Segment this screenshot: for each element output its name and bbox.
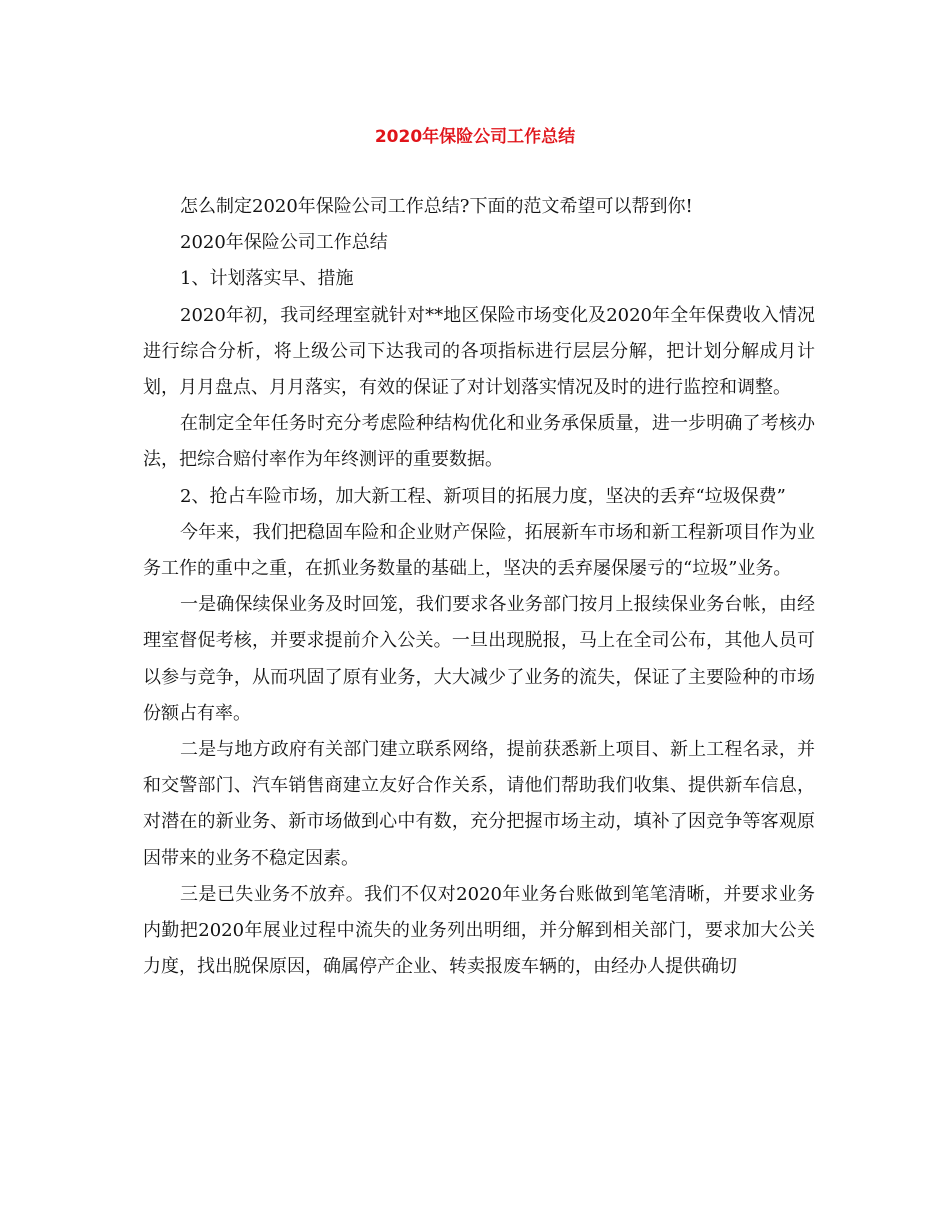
section-heading-2: 2、抢占车险市场，加大新工程、新项目的拓展力度，坚决的丢弃“垃圾保费” xyxy=(180,485,786,507)
body-paragraph: 一是确保续保业务及时回笼，我们要求各业务部门按月上报续保业务台帐，由经理室督促考核，并要求提前介入公关。一旦出现脱报，马上在全司公布，其他人员可以参与竞争，从而巩固了原有业务，大大减少了业务的流失，保证了主要险种的市场份额占有率。 xyxy=(143,594,815,724)
body-paragraph: 三是已失业务不放弃。我们不仅对2020年业务台账做到笔笔清晰，并要求业务内勤把2020年展业过程中流失的业务列出明细，并分解到相关部门，要求加大公关力度，找出脱保原因，确属停产企业、转卖报废车辆的，由经办人提供确切 xyxy=(143,883,815,978)
body-paragraph: 今年来，我们把稳固车险和企业财产保险，拓展新车市场和新工程新项目作为业务工作的重中之重，在抓业务数量的基础上，坚决的丢弃屡保屡亏的“垃圾”业务。 xyxy=(143,521,815,580)
document-title: 2020年保险公司工作总结 xyxy=(374,127,576,147)
intro-paragraph: 怎么制定2020年保险公司工作总结?下面的范文希望可以帮到你! xyxy=(180,196,693,217)
subtitle-paragraph: 2020年保险公司工作总结 xyxy=(180,232,388,254)
section-heading-1: 1、计划落实早、措施 xyxy=(180,268,354,290)
body-paragraph: 在制定全年任务时充分考虑险种结构优化和业务承保质量，进一步明确了考核办法，把综合赔付率作为年终测评的重要数据。 xyxy=(143,413,815,471)
body-paragraph: 二是与地方政府有关部门建立联系网络，提前获悉新上项目、新上工程名录，并和交警部门、汽车销售商建立友好合作关系，请他们帮助我们收集、提供新车信息，对潜在的新业务、新市场做到心中有数，充分把握市场主动，填补了因竞争等客观原因带来的业务不稳定因素。 xyxy=(143,739,815,869)
document-body xyxy=(143,189,815,985)
body-paragraph: 2020年初，我司经理室就针对**地区保险市场变化及2020年全年保费收入情况进行综合分析，将上级公司下达我司的各项指标进行层层分解，把计划分解成月计划，月月盘点、月月落实，有效的保证了对计划落实情况及时的进行监控和调整。 xyxy=(143,304,815,399)
